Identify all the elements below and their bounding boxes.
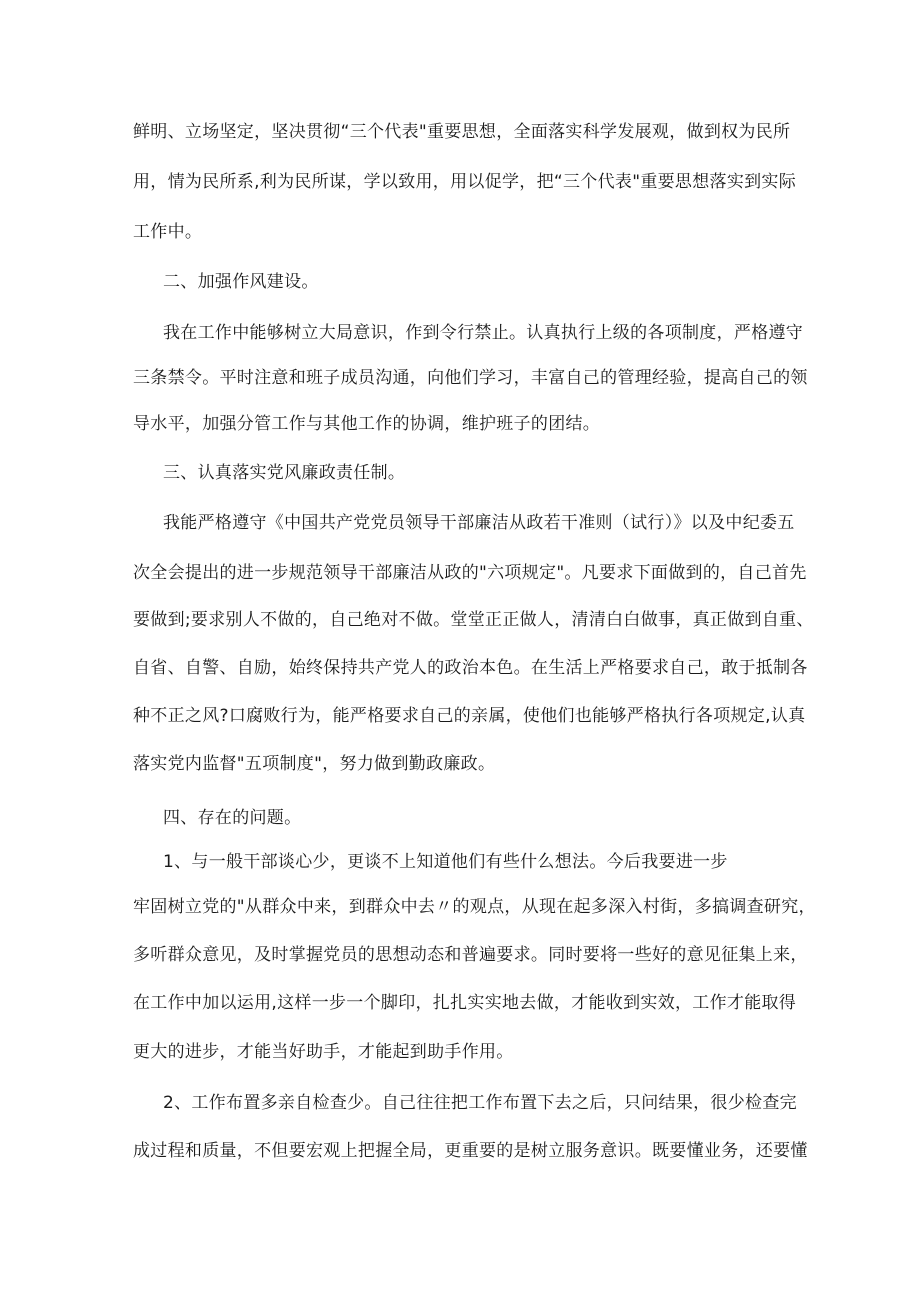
text-line: 用，情为民所系,利为民所谋，学以致用，用以促学，把“三个代表"重要思想落实到实际 xyxy=(133,172,797,192)
section-heading: 二、加强作风建设。 xyxy=(163,272,319,292)
text-line: 次全会提出的进一步规范领导干部廉洁从政的"六项规定"。凡要求下面做到的，自己首先 xyxy=(133,563,807,583)
text-line: 成过程和质量，不但要宏观上把握全局，更重要的是树立服务意识。既要懂业务，还要懂 xyxy=(133,1141,808,1161)
text-line: 鲜明、立场坚定，坚决贯彻“三个代表"重要思想，全面落实科学发展观，做到权为民所 xyxy=(133,122,791,142)
text-line: 我在工作中能够树立大局意识，作到令行禁止。认真执行上级的各项制度，严格遵守 xyxy=(163,323,804,343)
text-line: 自省、自警、自励，始终保持共产党人的政治本色。在生活上严格要求自己，敢于抵制各 xyxy=(133,658,808,678)
text-line: 我能严格遵守《中国共产党党员领导干部廉洁从政若干准则（试行）》以及中纪委五 xyxy=(163,513,795,533)
section-heading: 三、认真落实党风廉政责任制。 xyxy=(163,463,406,483)
text-line: 在工作中加以运用,这样一步一个脚印，扎扎实实地去做，才能收到实效，工作才能取得 xyxy=(133,993,797,1013)
text-line: 牢固树立党的"从群众中来，到群众中去〃的观点，从现在起多深入村街，多搞调查研究， xyxy=(133,897,816,917)
text-line: 更大的进步，才能当好助手，才能起到助手作用。 xyxy=(133,1042,514,1062)
text-line: 1、与一般干部谈心少，更谈不上知道他们有些什么想法。今后我要进一步 xyxy=(163,852,728,872)
text-line: 三条禁令。平时注意和班子成员沟通，向他们学习，丰富自己的管理经验，提高自己的领 xyxy=(133,368,808,388)
text-line: 种不正之风?口腐败行为，能严格要求自己的亲属，使他们也能够严格执行各项规定,认真 xyxy=(133,706,806,726)
text-line: 落实党内监督"五项制度"，努力做到勤政廉政。 xyxy=(133,754,496,774)
text-line: 工作中。 xyxy=(133,222,203,242)
text-line: 2、工作布置多亲自检查少。自己往往把工作布置下去之后，只问结果，很少检查完 xyxy=(163,1093,797,1113)
text-line: 多听群众意见，及时掌握党员的思想动态和普遍要求。同时要将一些好的意见征集上来， xyxy=(133,945,808,965)
text-line: 导水平，加强分管工作与其他工作的协调，维护班子的团结。 xyxy=(133,414,601,434)
section-heading: 四、存在的问题。 xyxy=(163,808,302,828)
text-line: 要做到;要求别人不做的，自己绝对不做。堂堂正正做人，清清白白做事，真正做到自重、 xyxy=(133,610,814,630)
